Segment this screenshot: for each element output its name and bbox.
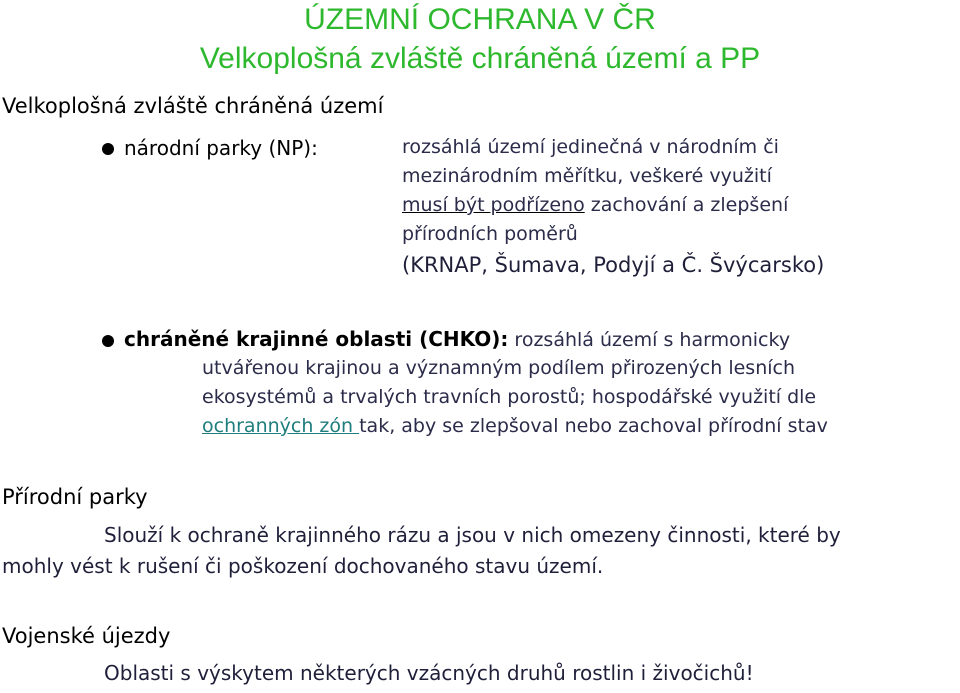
military-areas-line-1: Oblasti s výskytem některých vzácných druhů rostlin i živočichů!	[104, 661, 754, 685]
np-description	[402, 133, 788, 249]
section-heading-large-protected-areas: Velkoplošná zvláště chráněná území	[2, 94, 384, 118]
chko-description-cont	[202, 354, 828, 441]
np-desc-line-4: přírodních poměrů	[402, 223, 578, 245]
np-underlined-text: musí být podřízeno	[402, 194, 585, 216]
np-examples: (KRNAP, Šumava, Podyjí a Č. Švýcarsko)	[402, 253, 825, 277]
page-subtitle: Velkoplošná zvláště chráněná území a PP	[199, 42, 761, 75]
np-desc-line-2: mezinárodním měřítku, veškeré využití	[402, 165, 772, 187]
nature-parks-line-1: Slouží k ochraně krajinného rázu a jsou v nich omezeny činnosti, které by	[104, 523, 841, 547]
chko-line-4-rest: tak, aby se zlepšoval nebo zachoval přírodní stav	[359, 415, 828, 437]
nature-parks-line-2: mohly vést k rušení či poškození dochovaného stavu území.	[2, 554, 604, 578]
bullet-icon	[102, 335, 114, 347]
section-heading-nature-parks: Přírodní parky	[2, 485, 148, 509]
chko-line-3: ekosystémů a trvalých travních porostů; hospodářské využití dle	[202, 386, 817, 408]
section-heading-military-areas: Vojenské újezdy	[2, 624, 171, 648]
chko-label: chráněné krajinné oblasti (CHKO):	[124, 327, 509, 351]
page-title: ÚZEMNÍ OCHRANA V ČR	[304, 3, 656, 36]
np-desc-line-1: rozsáhlá území jedinečná v národním či	[402, 136, 779, 158]
protection-zones-link[interactable]: ochranných zón	[202, 415, 360, 437]
chko-line-2: utvářenou krajinou a významným podílem přirozených lesních	[202, 357, 796, 379]
np-label: národní parky (NP):	[124, 136, 318, 160]
chko-line-1-rest: rozsáhlá území s harmonicky	[508, 329, 791, 351]
chko-line-1	[124, 325, 790, 354]
chko-description	[124, 325, 790, 354]
np-desc-line-3	[402, 191, 788, 220]
chko-line-4	[202, 412, 828, 441]
bullet-icon	[102, 143, 114, 155]
np-desc-line-3-rest: zachování a zlepšení	[584, 194, 789, 216]
